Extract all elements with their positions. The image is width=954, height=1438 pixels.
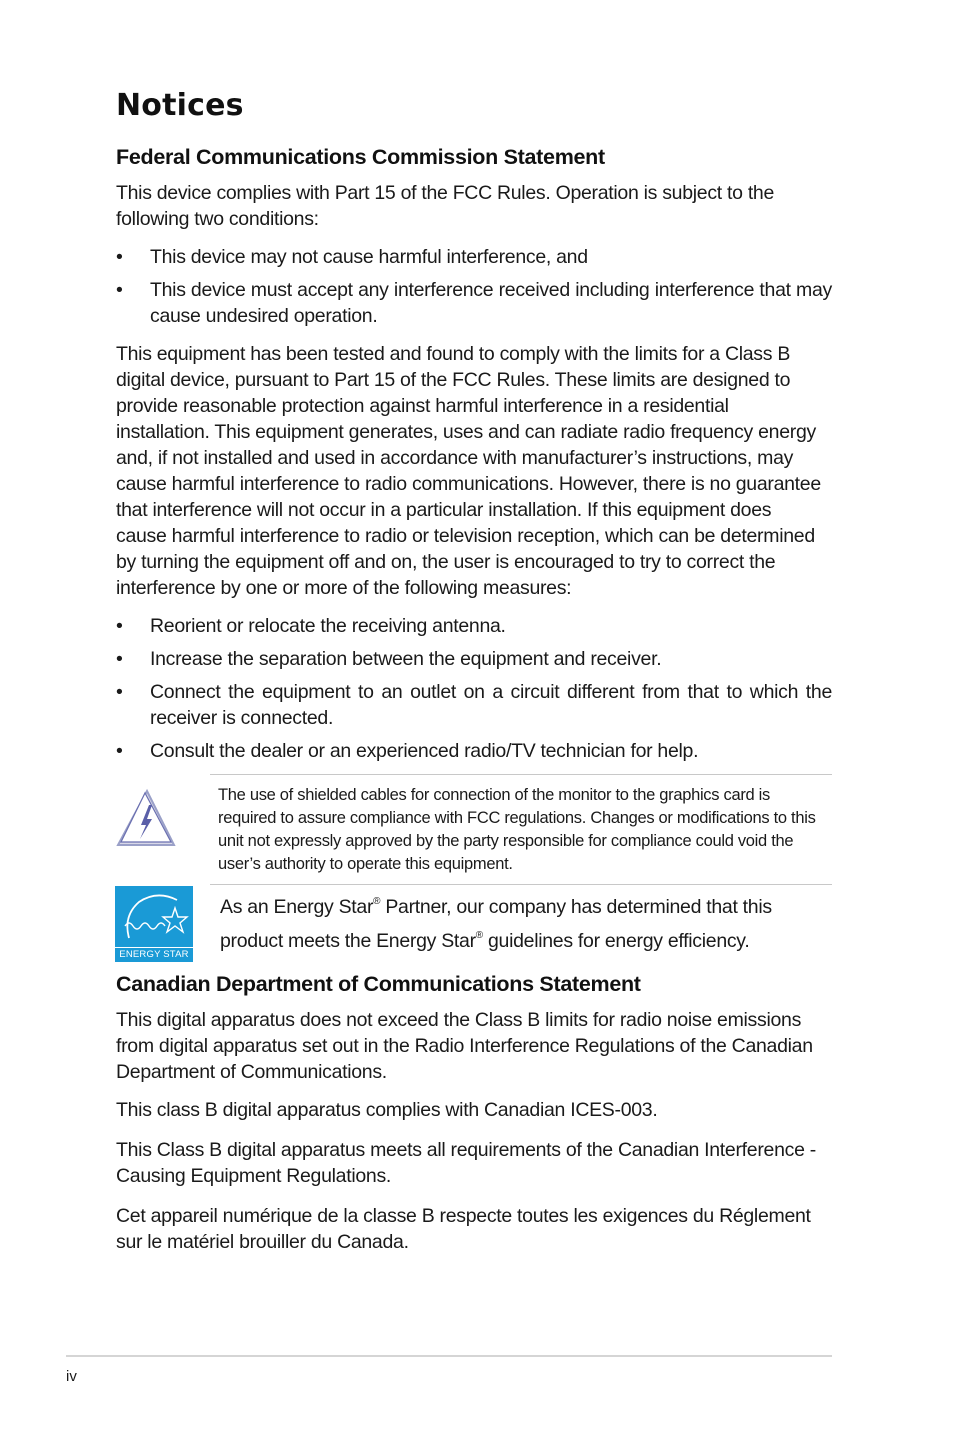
energy-star-caption: ENERGY STAR	[115, 947, 193, 962]
energy-star-text: As an Energy Star® Partner, our company has determined that this product meets the Energy Star® guidelines for energy efficiency.	[220, 896, 772, 952]
canada-paragraph: This digital apparatus does not exceed the Class B limits for radio noise emissions from digital apparatus set out in the Radio Interference Regulations of the Canadian Department of Communications.	[116, 1009, 813, 1083]
warning-note-text: The use of shielded cables for connection of the monitor to the graphics card is required to assure compliance with FCC regulations. Changes or modifications to this unit not expressly approved by the party responsible for compliance could void the user’s authority to operate this equipment.	[218, 786, 816, 873]
fcc-measures-list	[116, 613, 832, 764]
warning-lightning-icon	[114, 787, 178, 854]
warning-note	[210, 774, 832, 884]
list-item: • Connect the equipment to an outlet on a circuit different from that to which the receiver is connected.	[116, 681, 832, 729]
list-item: • Increase the separation between the equipment and receiver.	[116, 648, 662, 670]
energy-star-icon	[115, 886, 193, 948]
canada-paragraph: Cet appareil numérique de la classe B respecte toutes les exigences du Réglement sur le matériel brouiller du Canada.	[116, 1205, 811, 1253]
page-content	[116, 88, 832, 1267]
canada-paragraph: This class B digital apparatus complies with Canadian ICES-003.	[116, 1099, 658, 1121]
energy-star-note	[119, 884, 832, 970]
list-item: • This device must accept any interference received including interference that may cause undesired operation.	[116, 279, 832, 327]
canada-heading: Canadian Department of Communications Statement	[116, 972, 641, 996]
fcc-heading: Federal Communications Commission Statement	[116, 145, 605, 169]
fcc-intro: This device complies with Part 15 of the FCC Rules. Operation is subject to the following two conditions:	[116, 182, 775, 230]
canada-paragraph: This Class B digital apparatus meets all requirements of the Canadian Interference - Causing Equipment Regulations.	[116, 1139, 816, 1187]
energy-star-logo	[115, 886, 193, 962]
list-item: • Consult the dealer or an experienced radio/TV technician for help.	[116, 740, 699, 762]
fcc-conditions-list	[116, 244, 832, 329]
fcc-body: This equipment has been tested and found to comply with the limits for a Class B digital device, pursuant to Part 15 of the FCC Rules. These limits are designed to provide reasonable protection against harmful interference in a residential installation. This equipment generates, uses and can radiate radio frequency energy and, if not installed and used in accordance with manufacturer’s instructions, may cause harmful interference to radio communications. However, there is no guarantee that interference will not occur in a particular installation. If this equipment does cause harmful interference to radio or television reception, which can be determined by turning the equipment off and on, the user is encouraged to try to correct the interference by one or more of the following measures:	[116, 343, 821, 599]
page-title: Notices	[116, 88, 244, 123]
list-item: • Reorient or relocate the receiving antenna.	[116, 615, 506, 637]
page-number: iv	[66, 1368, 77, 1385]
footer-divider	[66, 1355, 832, 1357]
list-item: • This device may not cause harmful interference, and	[116, 246, 588, 268]
